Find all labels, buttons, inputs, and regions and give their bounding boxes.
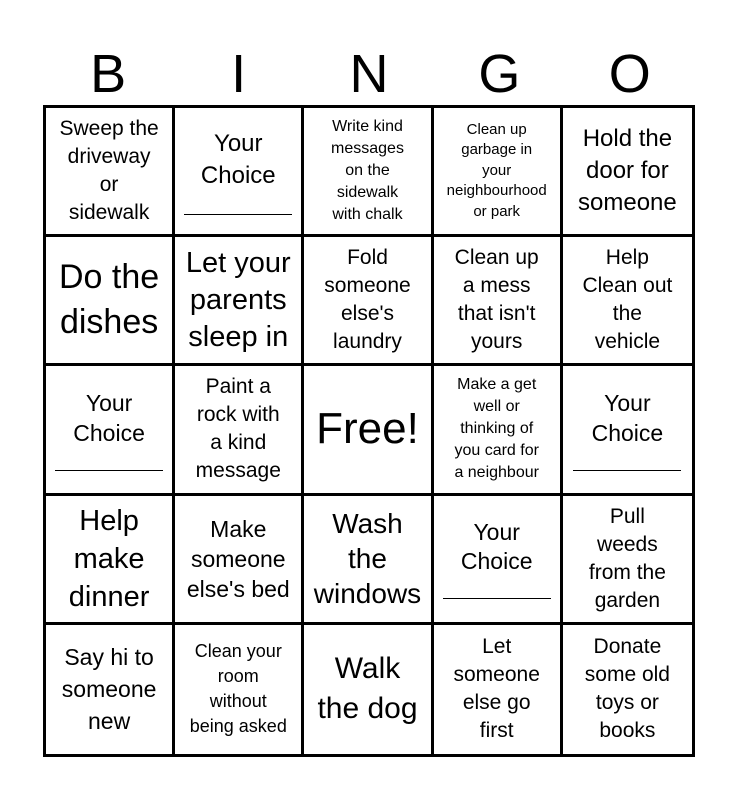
bingo-cell[interactable]	[175, 237, 304, 366]
cell-text: Donate some old toys or books	[584, 635, 670, 743]
cell-text: Clean up a mess that isn't yours	[454, 246, 539, 354]
bingo-cell[interactable]	[563, 496, 692, 625]
bingo-board	[43, 105, 695, 757]
write-in-line	[55, 470, 163, 471]
cell-text: Pull weeds from the garden	[588, 504, 666, 612]
cell-text: Wash the windows	[313, 508, 422, 610]
write-in-line	[573, 470, 681, 471]
bingo-cell[interactable]	[563, 625, 692, 754]
write-in-line	[443, 598, 551, 599]
cell-text: Your Choice	[200, 129, 276, 189]
cell-text: Help make dinner	[68, 504, 150, 613]
bingo-cell[interactable]	[175, 496, 304, 625]
cell-text: Let your parents sleep in	[185, 246, 291, 353]
bingo-cell-your-choice[interactable]	[434, 496, 563, 625]
bingo-cell[interactable]	[304, 625, 433, 754]
cell-text: Walk the dog	[317, 652, 418, 726]
bingo-cell-your-choice[interactable]	[46, 366, 175, 495]
header-letter-o: O	[608, 44, 651, 104]
bingo-cell[interactable]	[175, 625, 304, 754]
bingo-cell-free-space[interactable]	[304, 366, 433, 495]
cell-text: Sweep the driveway or sidewalk	[59, 117, 159, 225]
free-space-text: Free!	[316, 404, 419, 454]
bingo-cell[interactable]	[304, 108, 433, 237]
bingo-cell[interactable]	[304, 496, 433, 625]
bingo-cell[interactable]	[563, 108, 692, 237]
cell-text: Hold the door for someone	[578, 125, 677, 217]
bingo-cell[interactable]	[175, 366, 304, 495]
cell-text: Fold someone else's laundry	[324, 246, 411, 354]
bingo-cell[interactable]	[46, 496, 175, 625]
bingo-header	[43, 44, 695, 104]
cell-text: Your Choice	[73, 389, 145, 446]
header-letter-g: G	[478, 44, 521, 104]
cell-text: Help Clean out the vehicle	[582, 246, 673, 354]
bingo-cell[interactable]	[434, 108, 563, 237]
bingo-cell[interactable]	[434, 366, 563, 495]
cell-text: Say hi to someone new	[61, 644, 157, 735]
cell-text: Make someone else's bed	[186, 515, 290, 602]
header-letter-b: B	[90, 44, 127, 104]
bingo-cell[interactable]	[46, 625, 175, 754]
header-letter-n: N	[349, 44, 389, 104]
bingo-cell-your-choice[interactable]	[175, 108, 304, 237]
bingo-cell[interactable]	[434, 237, 563, 366]
bingo-cell[interactable]	[46, 108, 175, 237]
bingo-cell[interactable]	[563, 237, 692, 366]
cell-text: Your Choice	[460, 519, 533, 575]
cell-text: Make a get well or thinking of you card for a neighbour	[454, 376, 539, 482]
write-in-line	[184, 214, 292, 215]
bingo-cell[interactable]	[304, 237, 433, 366]
cell-text: Write kind messages on the sidewalk with chalk	[331, 118, 404, 224]
cell-text: Your Choice	[591, 389, 664, 446]
cell-text: Clean up garbage in your neighbourhood or park	[446, 120, 547, 220]
cell-text: Clean your room without being asked	[189, 641, 287, 737]
bingo-cell-your-choice[interactable]	[563, 366, 692, 495]
bingo-cell[interactable]	[46, 237, 175, 366]
header-letter-i: I	[231, 44, 247, 104]
cell-text: Paint a rock with a kind message	[195, 375, 281, 483]
bingo-cell[interactable]	[434, 625, 563, 754]
cell-text: Let someone else go first	[453, 635, 540, 743]
cell-text: Do the dishes	[59, 258, 160, 342]
